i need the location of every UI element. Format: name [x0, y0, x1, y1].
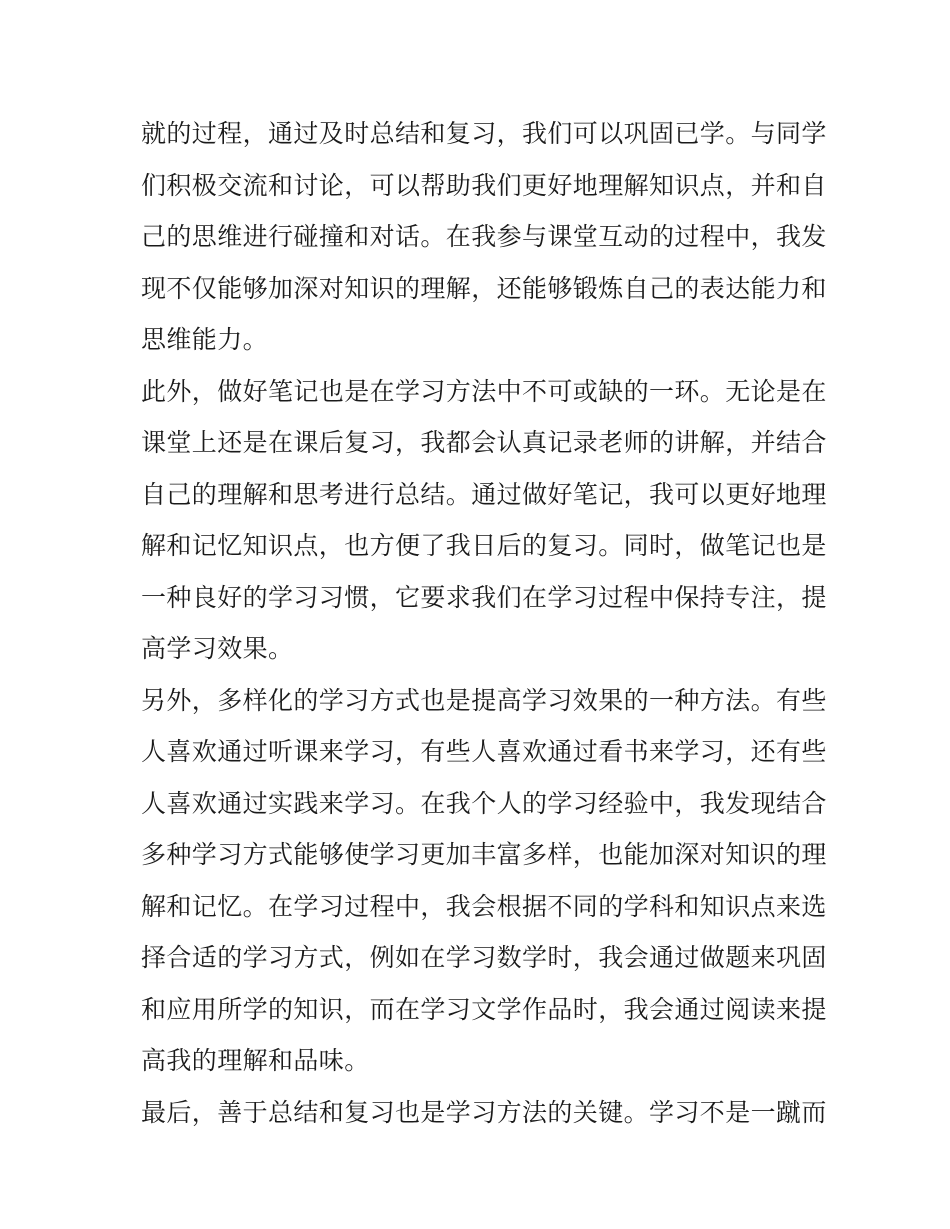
text-line: 多种学习方式能够使学习更加丰富多样，也能加深对知识的理 — [141, 840, 827, 869]
text-line: 现不仅能够加深对知识的理解，还能够锻炼自己的表达能力和 — [141, 273, 827, 303]
text-line: 一种良好的学习习惯，它要求我们在学习过程中保持专注，提 — [141, 582, 827, 612]
text-line: 己的思维进行碰撞和对话。在我参与课堂互动的过程中，我发 — [141, 222, 827, 251]
document-body — [141, 108, 827, 1138]
text-line: 和应用所学的知识，而在学习文学作品时，我会通过阅读来提 — [141, 994, 827, 1024]
text-line: 们积极交流和讨论，可以帮助我们更好地理解知识点，并和自 — [141, 170, 827, 200]
text-line: 择合适的学习方式，例如在学习数学时，我会通过做题来巩固 — [141, 943, 827, 972]
text-line: 就的过程，通过及时总结和复习，我们可以巩固已学。与同学 — [141, 119, 827, 148]
text-line: 高学习效果。 — [141, 634, 294, 663]
text-line: 此外，做好笔记也是在学习方法中不可或缺的一环。无论是在 — [141, 376, 827, 406]
text-line: 课堂上还是在课后复习，我都会认真记录老师的讲解，并结合 — [141, 428, 827, 457]
text-line: 人喜欢通过听课来学习，有些人喜欢通过看书来学习，还有些 — [141, 737, 827, 766]
text-line: 人喜欢通过实践来学习。在我个人的学习经验中，我发现结合 — [141, 788, 827, 818]
text-line: 高我的理解和品味。 — [141, 1046, 370, 1075]
text-line: 最后，善于总结和复习也是学习方法的关键。学习不是一蹴而 — [141, 1097, 827, 1127]
text-line: 自己的理解和思考进行总结。通过做好笔记，我可以更好地理 — [141, 479, 827, 509]
text-line: 思维能力。 — [141, 325, 269, 354]
text-line: 解和记忆。在学习过程中，我会根据不同的学科和知识点来选 — [141, 891, 827, 921]
text-line: 解和记忆知识点，也方便了我日后的复习。同时，做笔记也是 — [141, 531, 827, 560]
text-line: 另外，多样化的学习方式也是提高学习效果的一种方法。有些 — [141, 685, 827, 715]
